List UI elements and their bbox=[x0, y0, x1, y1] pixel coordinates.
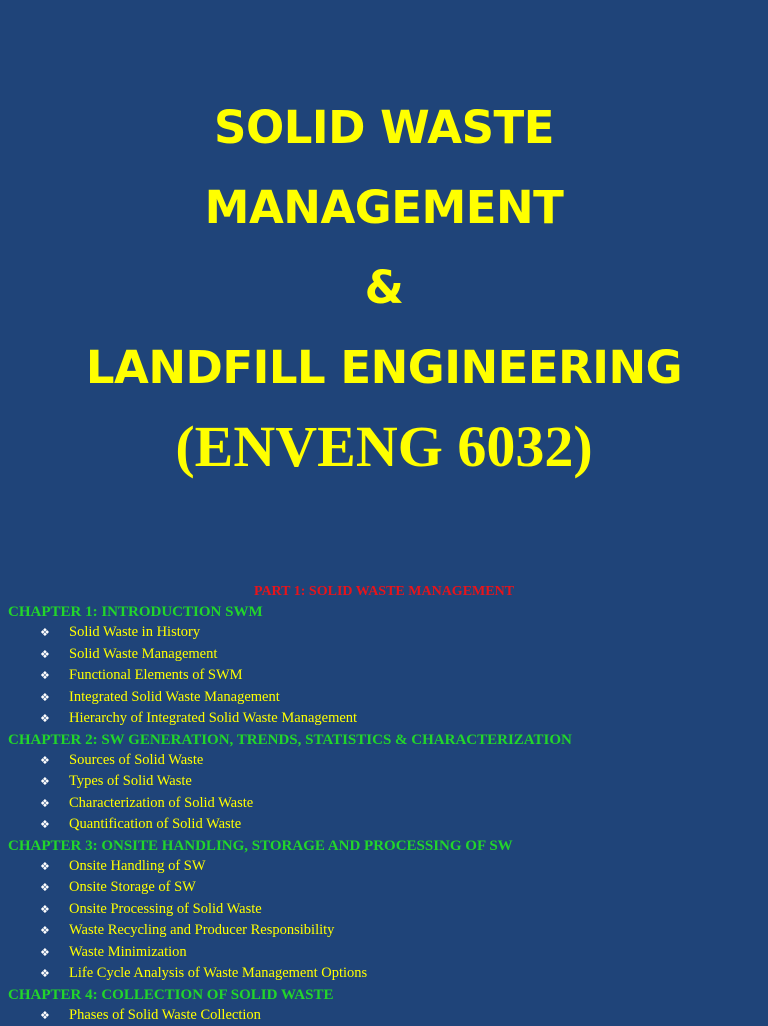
list-item-label: Onsite Processing of Solid Waste bbox=[69, 899, 262, 921]
list-item bbox=[0, 771, 768, 793]
diamond-bullet-icon: ❖ bbox=[40, 963, 69, 985]
diamond-bullet-icon: ❖ bbox=[40, 771, 69, 793]
diamond-bullet-icon: ❖ bbox=[40, 877, 69, 899]
list-item-label: Functional Elements of SWM bbox=[69, 665, 243, 687]
list-item-label: Waste Recycling and Producer Responsibility bbox=[69, 920, 334, 942]
list-item-label: Types of Solid Waste bbox=[69, 771, 192, 793]
diamond-bullet-icon: ❖ bbox=[40, 622, 69, 644]
diamond-bullet-icon: ❖ bbox=[40, 1005, 69, 1026]
list-item bbox=[0, 622, 768, 644]
list-item bbox=[0, 856, 768, 878]
list-item bbox=[0, 963, 768, 985]
list-item bbox=[0, 920, 768, 942]
list-item bbox=[0, 644, 768, 666]
list-item bbox=[0, 750, 768, 772]
list-item-label: Quantification of Solid Waste bbox=[69, 814, 241, 836]
chapter-heading: CHAPTER 2: SW GENERATION, TRENDS, STATISTICS & CHARACTERIZATION bbox=[0, 730, 768, 750]
diamond-bullet-icon: ❖ bbox=[40, 750, 69, 772]
list-item-label: Onsite Handling of SW bbox=[69, 856, 206, 878]
diamond-bullet-icon: ❖ bbox=[40, 665, 69, 687]
list-item-label: Solid Waste in History bbox=[69, 622, 200, 644]
list-item-label: Sources of Solid Waste bbox=[69, 750, 203, 772]
title-line-2: MANAGEMENT bbox=[0, 168, 768, 248]
list-item bbox=[0, 793, 768, 815]
list-item bbox=[0, 665, 768, 687]
list-item bbox=[0, 1005, 768, 1026]
diamond-bullet-icon: ❖ bbox=[40, 920, 69, 942]
list-item-label: Hierarchy of Integrated Solid Waste Management bbox=[69, 708, 357, 730]
title-ampersand: & bbox=[0, 248, 768, 328]
title-block bbox=[0, 88, 768, 482]
list-item-label: Integrated Solid Waste Management bbox=[69, 687, 280, 709]
list-item-label: Solid Waste Management bbox=[69, 644, 217, 666]
chapter-heading: CHAPTER 3: ONSITE HANDLING, STORAGE AND PROCESSING OF SW bbox=[0, 836, 768, 856]
diamond-bullet-icon: ❖ bbox=[40, 793, 69, 815]
table-of-contents bbox=[0, 582, 768, 1026]
list-item bbox=[0, 708, 768, 730]
list-item-label: Onsite Storage of SW bbox=[69, 877, 196, 899]
diamond-bullet-icon: ❖ bbox=[40, 687, 69, 709]
list-item-label: Waste Minimization bbox=[69, 942, 187, 964]
diamond-bullet-icon: ❖ bbox=[40, 942, 69, 964]
list-item bbox=[0, 942, 768, 964]
part-heading: PART 1: SOLID WASTE MANAGEMENT bbox=[0, 582, 768, 602]
list-item-label: Characterization of Solid Waste bbox=[69, 793, 253, 815]
chapter-heading: CHAPTER 4: COLLECTION OF SOLID WASTE bbox=[0, 985, 768, 1005]
list-item bbox=[0, 687, 768, 709]
list-item-label: Phases of Solid Waste Collection bbox=[69, 1005, 261, 1026]
diamond-bullet-icon: ❖ bbox=[40, 856, 69, 878]
diamond-bullet-icon: ❖ bbox=[40, 899, 69, 921]
title-line-1: SOLID WASTE bbox=[0, 88, 768, 168]
diamond-bullet-icon: ❖ bbox=[40, 708, 69, 730]
chapter-heading: CHAPTER 1: INTRODUCTION SWM bbox=[0, 602, 768, 622]
list-item bbox=[0, 814, 768, 836]
diamond-bullet-icon: ❖ bbox=[40, 814, 69, 836]
course-code: (ENVENG 6032) bbox=[0, 412, 768, 482]
list-item bbox=[0, 877, 768, 899]
diamond-bullet-icon: ❖ bbox=[40, 644, 69, 666]
list-item bbox=[0, 899, 768, 921]
title-line-4: LANDFILL ENGINEERING bbox=[0, 328, 768, 408]
list-item-label: Life Cycle Analysis of Waste Management Options bbox=[69, 963, 367, 985]
